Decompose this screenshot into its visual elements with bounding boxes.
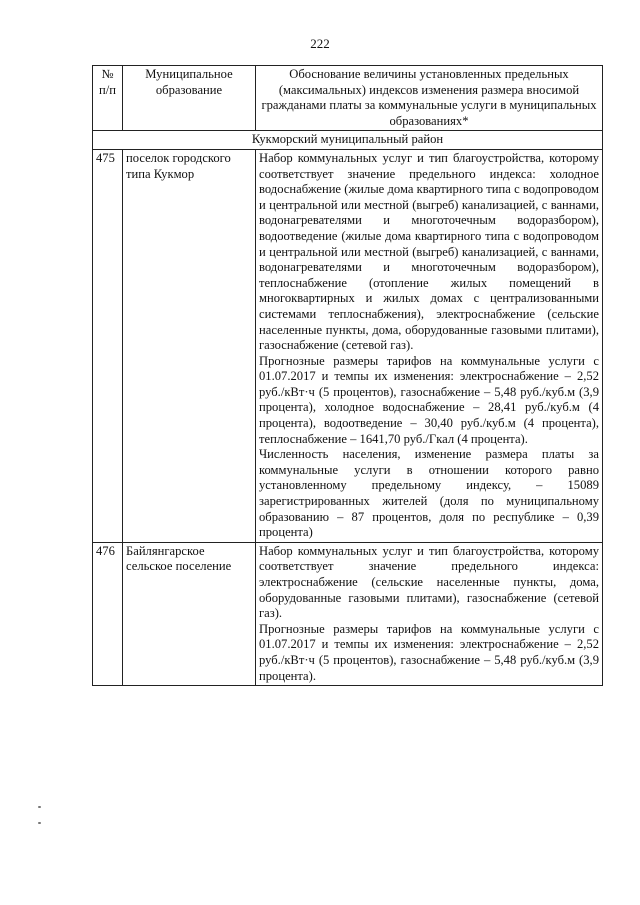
header-justification: Обоснование величины установленных предельных (максимальных) индексов изменения размера вносимой гражданами платы за коммунальные услуги в муниципальных образованиях* bbox=[256, 66, 603, 131]
paragraph: Прогнозные размеры тарифов на коммунальные услуги с 01.07.2017 и темпы их изменения: электроснабжение – 2,52 руб./кВт·ч (5 процентов), газоснабжение – 5,48 руб./куб.м (3,9 процента). bbox=[259, 621, 599, 683]
page-number: 222 bbox=[310, 36, 330, 51]
table-row bbox=[93, 542, 603, 685]
table-row bbox=[93, 149, 603, 542]
district-name: Кукморский муниципальный район bbox=[93, 131, 603, 150]
municipality-name: Байлянгарское сельское поселение bbox=[123, 542, 256, 685]
header-municipality: Муниципальное образование bbox=[123, 66, 256, 131]
row-number: 476 bbox=[93, 542, 123, 685]
paragraph: Численность населения, изменение размера платы за коммунальные услуги в отношении которого равно установленному предельному индексу, – 15089 зарегистрированных жителей (доля по муниципальному образованию – 87 процентов, доля по республике – 0,39 процента) bbox=[259, 447, 599, 540]
justification-cell bbox=[256, 542, 603, 685]
paragraph: Набор коммунальных услуг и тип благоустройства, которому соответствует значение предельного индекса: холодное водоснабжение (жилые дома квартирного типа с водопроводом и центральной или местной (выгреб) канализацией, с ваннами, водонагревателями и многоточечным водоразбором), водоотведение (жилые дома квартирного типа с водопроводом и центральной или местной (выгреб) канализацией, с ваннами, водонагревателями и многоточечным водоразбором), теплоснабжение (отопление жилых помещений в многоквартирных и жилых домах с централизованными системами теплоснабжения), электроснабжение (сельские населенные пункты, дома, оборудованные газовыми плитами), газоснабжение (сетевой газ). bbox=[259, 150, 599, 353]
paragraph: Прогнозные размеры тарифов на коммунальные услуги с 01.07.2017 и темпы их изменения: электроснабжение – 2,52 руб./кВт·ч (5 процентов), газоснабжение – 5,48 руб./куб.м (3,9 процента), холодное водоснабжение – 28,41 руб./куб.м (4 процента), водоотведение – 30,40 руб./куб.м (4 процента), теплоснабжение – 1641,70 руб./Гкал (4 процента). bbox=[259, 353, 599, 446]
tariff-table bbox=[92, 65, 603, 686]
justification-cell bbox=[256, 149, 603, 542]
scan-speck bbox=[38, 806, 41, 808]
municipality-name: поселок городского типа Кукмор bbox=[123, 149, 256, 542]
header-number: № п/п bbox=[93, 66, 123, 131]
scan-speck bbox=[38, 822, 41, 824]
district-row bbox=[93, 131, 603, 150]
row-number: 475 bbox=[93, 149, 123, 542]
paragraph: Набор коммунальных услуг и тип благоустройства, которому соответствует значение предельного индекса: электроснабжение (сельские населенные пункты, дома, оборудованные газовыми плитами), газоснабжение (сетевой газ). bbox=[259, 543, 599, 621]
table-header-row bbox=[93, 66, 603, 131]
